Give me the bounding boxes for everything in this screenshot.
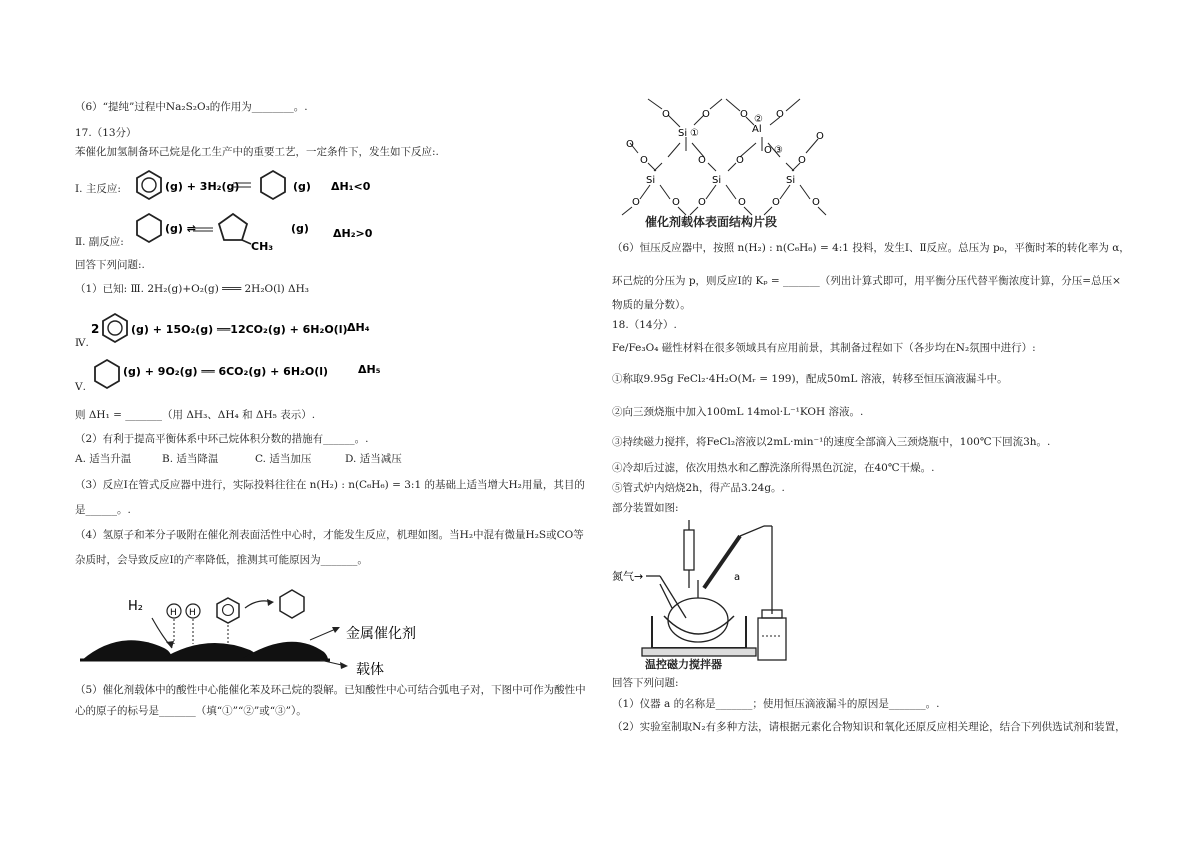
metal-catalyst-particle: [82, 640, 172, 660]
apparatus-figure: [612, 518, 812, 668]
svg-text:O: O: [632, 197, 640, 208]
main-reaction-middle: (g) + 3H₂(g): [165, 180, 240, 193]
q17-part5-line1: （5）催化剂载体中的酸性中心能催化苯及环己烷的裂解。已知酸性中心可结合弧电子对，下图中可作为酸性中: [75, 684, 586, 696]
main-reaction-equation: [133, 168, 383, 202]
q18-intro: Fe/Fe₃O₄ 磁性材料在很多领域具有应用前景，其制备过程如下（各步均在N₂氛围中进行）:: [612, 342, 1036, 354]
svg-text:(g) + 9O₂(g) ══ 6CO₂(g) + 6H₂O: (g) + 9O₂(g) ══ 6CO₂(g) + 6H₂O(l): [123, 365, 329, 378]
svg-text:O: O: [740, 109, 748, 120]
svg-text:O: O: [640, 155, 648, 166]
option-c: C. 适当加压: [255, 453, 312, 465]
svg-text:H: H: [189, 608, 196, 618]
step-4: ④冷却后过滤，依次用热水和乙醇洗涤所得黑色沉淀，在40℃干燥。.: [612, 462, 935, 474]
label-1: ①: [690, 128, 699, 139]
svg-text:H: H: [170, 608, 177, 618]
instrument-a-label: a: [734, 572, 741, 583]
svg-text:O: O: [798, 155, 806, 166]
q17-part1-answer: 则 ΔH₁ = _______（用 ΔH₃、ΔH₄ 和 ΔH₅ 表示）.: [75, 409, 316, 421]
svg-text:O: O: [672, 197, 680, 208]
cyclohexane-icon: [137, 214, 161, 242]
answer-prompt: 回答下列问题:.: [75, 259, 145, 271]
al-atom-2: Al: [752, 124, 762, 135]
svg-text:Si: Si: [646, 175, 656, 186]
svg-text:O: O: [772, 197, 780, 208]
step-5: ⑤管式炉内焙烧2h，得产品3.24g。.: [612, 482, 785, 494]
benzene-icon: [217, 598, 239, 623]
q18-part1: （1）仪器 a 的名称是_______；使用恒压滴液漏斗的原因是_______。.: [612, 698, 940, 710]
cyclohexane-icon: [261, 171, 285, 199]
nitrogen-inlet-label: 氮气→: [612, 570, 644, 583]
reaction-iv: [85, 312, 385, 344]
side-dh: ΔH₂>0: [333, 227, 373, 240]
reaction-iv-label: Ⅳ.: [75, 337, 89, 349]
svg-text:(g) + 15O₂(g) ══12CO₂(g) + 6H₂: (g) + 15O₂(g) ══12CO₂(g) + 6H₂O(l): [131, 323, 348, 336]
hydrogen-atom-icon: [186, 604, 200, 618]
label-3: ③: [774, 145, 783, 156]
o-atom-3: O: [764, 145, 772, 156]
magnetic-stirrer: [642, 648, 756, 656]
step-2: ②向三颈烧瓶中加入100mL 14mol·L⁻¹KOH 溶液。.: [612, 406, 864, 418]
q17-part6-line1: （6）恒压反应器中，按照 n(H₂) : n(C₆H₆) = 4:1 投料，发生Ⅰ、Ⅱ反应。总压为 p₀，平衡时苯的转化率为 α，: [612, 242, 1130, 254]
reaction-v-label: Ⅴ.: [75, 381, 86, 393]
methylcyclopentane-icon: [219, 214, 251, 244]
svg-text:ΔH₄: ΔH₄: [347, 321, 370, 334]
svg-text:(g): (g): [293, 180, 311, 193]
side-reaction-equation: [133, 210, 383, 254]
svg-text:(g): (g): [291, 222, 309, 235]
svg-text:(g) ⇌: (g) ⇌: [165, 222, 196, 235]
q18-answer-prompt: 回答下列问题:: [612, 677, 679, 689]
svg-text:O: O: [776, 109, 784, 120]
q17-part4-line2: 杂质时，会导致反应Ⅰ的产率降低，推测其可能原因为_______。: [75, 554, 368, 566]
svg-text:O: O: [738, 197, 746, 208]
cyclohexane-icon: [280, 590, 304, 618]
q17-intro: 苯催化加氢制备环己烷是化工生产中的重要工艺，一定条件下，发生如下反应:.: [75, 146, 439, 158]
q17-part6-line3: 物质的量分数）。: [612, 299, 691, 311]
q17-part3-line2: 是______。.: [75, 504, 131, 516]
q17-part5-line2: 心的原子的标号是_______（填“①”“②”或“③”）。: [75, 705, 307, 717]
q16-part6: （6）“提纯”过程中Na₂S₂O₃的作用为________。.: [75, 101, 308, 113]
catalyst-support-structure: [610, 95, 830, 220]
cyclohexane-icon: [95, 360, 119, 388]
svg-text:O: O: [816, 131, 824, 142]
h2-label: H₂: [128, 599, 143, 614]
svg-text:O: O: [702, 109, 710, 120]
option-b: B. 适当降温: [162, 453, 219, 465]
label-2: ②: [754, 114, 763, 125]
q17-heading: 17.（13分）: [75, 127, 137, 139]
svg-text:ΔH₅: ΔH₅: [358, 363, 381, 376]
metal-catalyst-particle: [240, 642, 328, 660]
svg-text:O: O: [626, 139, 634, 150]
apparatus-intro: 部分装置如图:: [612, 502, 679, 514]
stirrer-label: 温控磁力搅拌器: [645, 658, 722, 671]
step-3: ③持续磁力搅拌，将FeCl₂溶液以2mL·min⁻¹的速度全部滴入三颈烧瓶中，100℃下回流3h。.: [612, 436, 1051, 448]
q18-heading: 18.（14分）.: [612, 319, 677, 331]
gas-washing-bottle: [758, 618, 786, 660]
side-reaction-label: Ⅱ. 副反应:: [75, 236, 124, 248]
svg-text:O: O: [662, 109, 670, 120]
q17-part2: （2）有利于提高平衡体系中环己烷体积分数的措施有______。.: [75, 433, 369, 445]
step-1: ①称取9.95g FeCl₂·4H₂O(Mᵣ = 199)，配成50mL 溶液，转移至恒压滴液漏斗中。: [612, 373, 1008, 385]
hydrogen-atom-icon: [167, 604, 181, 618]
dropping-funnel: [684, 530, 694, 570]
option-d: D. 适当减压: [345, 453, 402, 465]
si-atom-1: Si: [678, 128, 688, 139]
support-label: 载体: [356, 662, 384, 678]
svg-text:Si: Si: [786, 175, 796, 186]
metal-catalyst-particle: [160, 643, 258, 660]
svg-text:O: O: [698, 155, 706, 166]
svg-text:O: O: [736, 155, 744, 166]
svg-text:CH₃: CH₃: [251, 240, 274, 253]
q17-part3-line1: （3）反应Ⅰ在管式反应器中进行，实际投料往往在 n(H₂) : n(C₆H₆) = 3:1 的基础上适当增大H₂用量，其目的: [75, 479, 585, 491]
metal-catalyst-label: 金属催化剂: [346, 626, 416, 642]
benzene-icon: [137, 171, 161, 199]
main-dh: ΔH₁<0: [331, 180, 371, 193]
svg-text:O: O: [698, 197, 706, 208]
option-a: A. 适当升温: [75, 453, 132, 465]
structure-caption: 催化剂载体表面结构片段: [645, 215, 778, 229]
q17-part4-line1: （4）氢原子和苯分子吸附在催化剂表面活性中心时，才能发生反应，机理如图。当H₂中混有微量H₂S或CO等: [75, 529, 584, 541]
svg-text:O: O: [812, 197, 820, 208]
q17-part1: （1）已知: Ⅲ. 2H₂(g)+O₂(g) ═══ 2H₂O(l) ΔH₃: [75, 283, 309, 295]
catalyst-mechanism-figure: [80, 588, 440, 680]
reaction-v: [92, 358, 392, 390]
main-reaction-label: Ⅰ. 主反应:: [75, 183, 121, 195]
svg-text:2: 2: [91, 322, 100, 336]
svg-text:Si: Si: [712, 175, 722, 186]
q17-part6-line2: 环己烷的分压为 p，则反应Ⅰ的 Kₚ = _______（列出计算式即可，用平衡分压代替平衡浓度计算，分压=总压×: [612, 275, 1121, 287]
q18-part2: （2）实验室制取N₂有多种方法，请根据元素化合物知识和氧化还原反应相关理论，结合下列供选试剂和装置，: [612, 721, 1126, 733]
benzene-icon: [103, 314, 127, 342]
